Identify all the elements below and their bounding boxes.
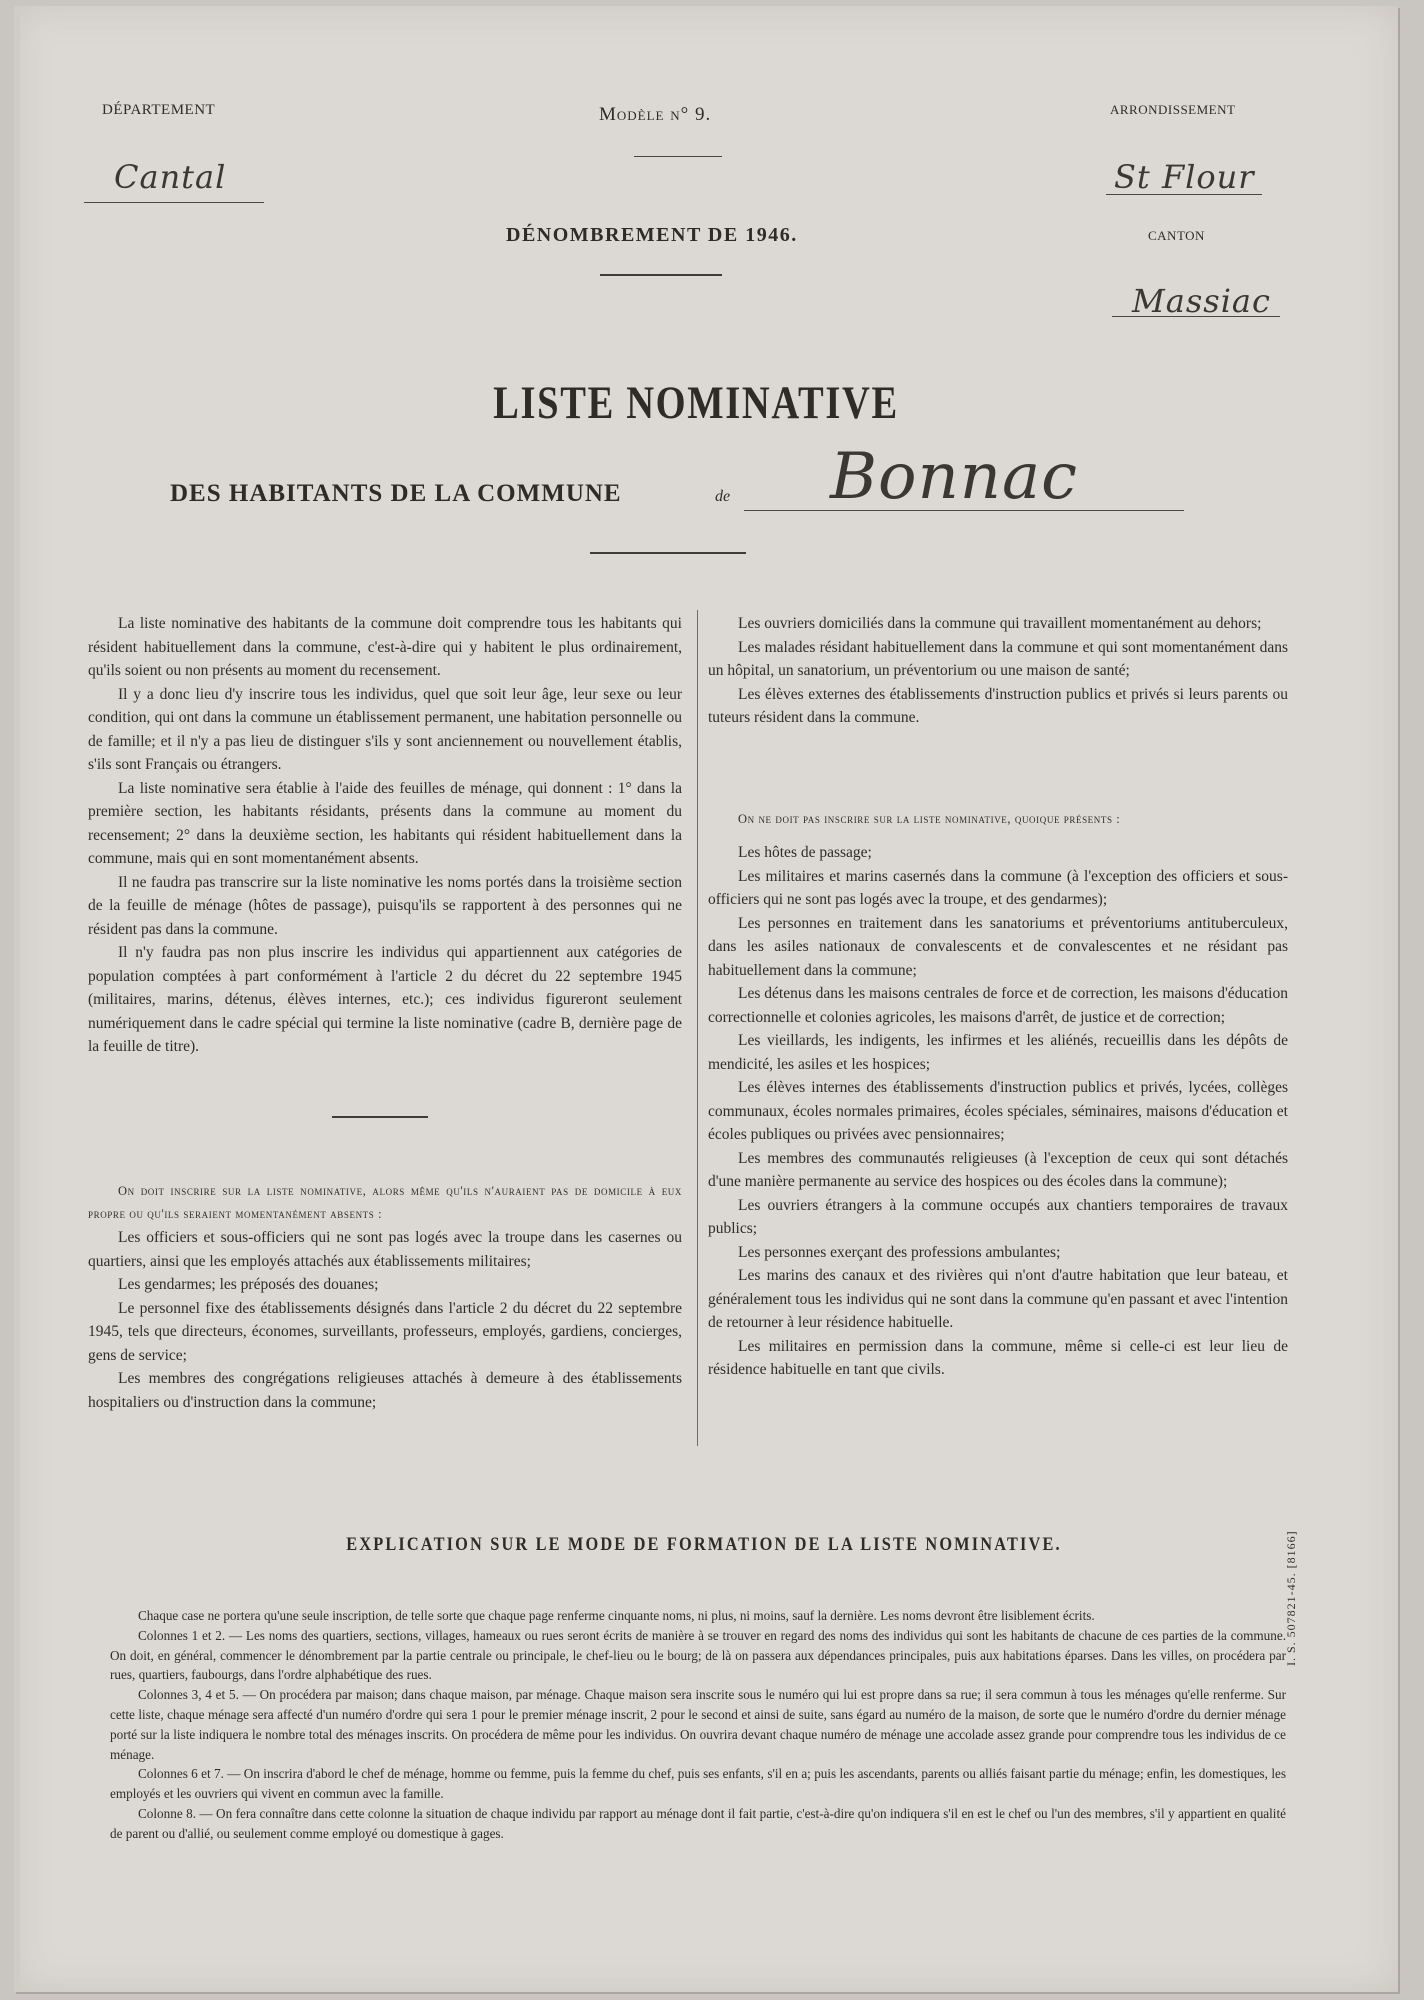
explication-paragraph-4: Colonnes 6 et 7. — On inscrira d'abord le chef de ménage, homme ou femme, puis la femme du chef, puis ses enfants, s'il en a; puis les ascendants, parents ou alliés faisant partie du ménage; enfin, les domestiques, les employés et les ouvriers qui vivent en commun avec la famille. xyxy=(110,1766,1286,1802)
left-paragraph-3: La liste nominative sera établie à l'aide des feuilles de ménage, qui donnent : 1° dans la première section, les habitants résidants, présents dans la commune au moment du recensement; 2° dans la deuxième section, les habitants qui résident habituellement dans la commune, mais qui en sont momentanément absents. xyxy=(88,779,682,867)
commune-line-label: DES HABITANTS DE LA COMMUNE xyxy=(170,480,622,507)
left-column-inscrire xyxy=(88,1180,682,1414)
page-title: LISTE NOMINATIVE xyxy=(493,377,899,429)
right-column-exclude xyxy=(708,808,1288,1382)
left-paragraph-5: Il n'y faudra pas non plus inscrire les individus qui appartiennent aux catégories de population comptées à part conformément à l'article 2 du décret du 22 septembre 1945 (militaires, marins, détenus, élèves internes, etc.); ces individus figureront seulement numériquement dans le cadre spécial qui termine la liste nominative (cadre B, dernière page de la feuille de titre). xyxy=(88,944,682,1055)
exclude-heading: On ne doit pas inscrire sur la liste nominative, quoique présents : xyxy=(738,812,1121,826)
left-paragraph-4: Il ne faudra pas transcrire sur la liste nominative les noms portés dans la troisième section de la feuille de ménage (hôtes de passage), puisqu'ils se rapportent à des personnes qui ne résident pas dans la commune. xyxy=(88,873,682,938)
right-column-intro xyxy=(708,612,1288,730)
explication-body xyxy=(110,1606,1286,1844)
explication-paragraph-2: Colonnes 1 et 2. — Les noms des quartiers, sections, villages, hameaux ou rues seront écrits de manière à se trouver en regard des noms des individus qui sont les habitants de chacune de ces parties de la commune. On doit, en général, commencer le dénombrement par la partie centrale ou principale, le chef-lieu ou le bourg; de là on passera aux dépendances principales, puis aux habitations éparses. Dans les villes, on procédera par rues, quartiers, faubourgs, dans l'ordre alphabétique des rues. xyxy=(110,1627,1286,1683)
inscrire-item-3: Le personnel fixe des établissements désignés dans l'article 2 du décret du 22 septembre 1945, tels que directeurs, économes, surveillants, professeurs, employés, gardiens, concierges, gens de service; xyxy=(88,1299,682,1364)
departement-label: DÉPARTEMENT xyxy=(102,102,216,118)
commune-underline xyxy=(744,510,1184,511)
denombrement-heading: DÉNOMBREMENT DE 1946. xyxy=(506,224,798,246)
left-column-rule xyxy=(332,1116,428,1118)
arrondissement-value: St Flour xyxy=(1114,158,1255,196)
modele-number: Modèle n° 9. xyxy=(599,104,712,125)
census-form-page xyxy=(14,6,1398,1992)
left-column-intro xyxy=(88,612,682,1059)
explication-title: EXPLICATION SUR LE MODE DE FORMATION DE LA LISTE NOMINATIVE. xyxy=(346,1534,1062,1555)
title-rule xyxy=(590,552,746,554)
explication-paragraph-5: Colonne 8. — On fera connaître dans cette colonne la situation de chaque individu par rapport au ménage dont il fait partie, c'est-à-dire qu'on indiquera s'il en est le chef ou l'un des membres, s'il y appartient en qualité de parent ou d'allié, ou seulement comme employé ou domestique à gages. xyxy=(110,1805,1286,1841)
exclude-item-6: Les élèves internes des établissements d'instruction publics et privés, lycées, collèges communaux, écoles normales primaires, écoles spéciales, séminaires, maisons d'éducation et écoles publiques ou privées avec pensionnaires; xyxy=(708,1079,1288,1143)
exclude-item-8: Les ouvriers étrangers à la commune occupés aux chantiers temporaires de travaux publics; xyxy=(708,1196,1288,1237)
exclude-item-2: Les militaires et marins casernés dans la commune (à l'exception des officiers et sous-officiers qui ne sont pas logés avec la troupe, et des gendarmes); xyxy=(708,867,1288,908)
exclude-item-10: Les marins des canaux et des rivières qui n'ont d'autre habitation que leur bateau, et généralement tous les individus qui ne sont dans la commune qu'en passant et avec l'intention de retourner à leur résidence habituelle. xyxy=(708,1267,1288,1331)
canton-label: CANTON xyxy=(1148,228,1205,243)
left-paragraph-2: Il y a donc lieu d'y inscrire tous les individus, quel que soit leur âge, leur sexe ou leur condition, qui ont dans la commune un établissement permanent, une habitation personnelle ou de famille; et il n'y a pas lieu de distinguer s'ils y sont anciennement ou nouvellement établis, s'ils sont Français ou étrangers. xyxy=(88,685,682,773)
exclude-item-3: Les personnes en traitement dans les sanatoriums et préventoriums antituberculeux, dans les asiles nationaux de convalescents et de convalescentes et ne résidant pas habituellement dans la commune; xyxy=(708,914,1288,979)
exclude-item-5: Les vieillards, les indigents, les infirmes et les aliénés, recueillis dans les dépôts de mendicité, les asiles et les hospices; xyxy=(708,1032,1288,1073)
exclude-item-9: Les personnes exerçant des professions ambulantes; xyxy=(738,1243,1061,1261)
departement-value: Cantal xyxy=(114,158,227,196)
exclude-item-11: Les militaires en permission dans la commune, même si celle-ci est leur lieu de résidence habituelle en tant que civils. xyxy=(708,1337,1288,1378)
modele-underline xyxy=(634,156,722,157)
right-paragraph-1: Les ouvriers domiciliés dans la commune qui travaillent momentanément au dehors; xyxy=(738,615,1262,632)
inscrire-item-2: Les gendarmes; les préposés des douanes; xyxy=(118,1276,379,1293)
arrondissement-label: ARRONDISSEMENT xyxy=(1110,102,1236,117)
canton-value: Massiac xyxy=(1132,282,1271,320)
print-reference-code: I. S. 507821-45. [8166] xyxy=(1284,1530,1298,1666)
commune-value: Bonnac xyxy=(830,440,1078,514)
page-fold-edge xyxy=(14,6,20,1992)
explication-paragraph-1: Chaque case ne portera qu'une seule inscription, de telle sorte que chaque page renferme cinquante noms, ni plus, ni moins, sauf la dernière. Les noms devront être lisiblement écrits. xyxy=(138,1608,1095,1623)
commune-line-de: de xyxy=(715,488,731,505)
column-divider xyxy=(697,610,698,1446)
left-paragraph-1: La liste nominative des habitants de la commune doit comprendre tous les habitants qui résident habituellement dans la commune, c'est-à-dire qui y habitent le plus ordinairement, qu'ils soient ou non présents au moment du recensement. xyxy=(88,615,682,679)
exclude-item-4: Les détenus dans les maisons centrales de force et de correction, les maisons d'éducation correctionnelle et colonies agricoles, les maisons d'arrêt, de justice et de correction; xyxy=(708,985,1288,1026)
inscrire-item-1: Les officiers et sous-officiers qui ne sont pas logés avec la troupe dans les casernes ou quartiers, ainsi que les employés attachés aux établissements militaires; xyxy=(88,1229,682,1270)
inscrire-item-4: Les membres des congrégations religieuses attachés à demeure à des établissements hospitaliers ou d'instruction dans la commune; xyxy=(88,1370,682,1411)
exclude-item-7: Les membres des communautés religieuses (à l'exception de ceux qui sont détachés d'une manière permanente au service des hospices ou des écoles dans la commune); xyxy=(708,1149,1288,1190)
canton-underline xyxy=(1112,316,1280,317)
arrondissement-underline xyxy=(1106,194,1262,195)
departement-underline xyxy=(84,202,264,203)
right-paragraph-2: Les malades résidant habituellement dans la commune et qui sont momentanément dans un hôpital, un sanatorium, un préventorium ou une maison de santé; xyxy=(708,638,1288,679)
right-paragraph-3: Les élèves externes des établissements d'instruction publics et privés si leurs parents ou tuteurs résident dans la commune. xyxy=(708,685,1288,726)
denombrement-rule xyxy=(600,274,722,276)
exclude-item-1: Les hôtes de passage; xyxy=(738,844,872,861)
explication-paragraph-3: Colonnes 3, 4 et 5. — On procédera par maison; dans chaque maison, par ménage. Chaque maison sera inscrite sous le numéro qui lui est propre dans sa rue; il sera commun à tous les ménages qu'elle renferme. Sur cette liste, chaque ménage sera affecté d'un numéro d'ordre qui sera 1 pour le premier ménage inscrit, 2 pour le second et ainsi de suite, sans égard au numéro de la maison, de sorte que le numéro d'ordre du dernier ménage porté sur la liste indiquera le nombre total des ménages inscrits. On procédera de même pour les individus. On ouvrira devant chaque numéro de ménage une accolade assez grande pour comprendre tous les individus de ce ménage. xyxy=(110,1687,1286,1762)
commune-line xyxy=(170,440,1210,526)
inscrire-heading: On doit inscrire sur la liste nominative, alors même qu'ils n'auraient pas de domicile à eux propre ou qu'ils seraient momentanément absents : xyxy=(88,1184,682,1221)
